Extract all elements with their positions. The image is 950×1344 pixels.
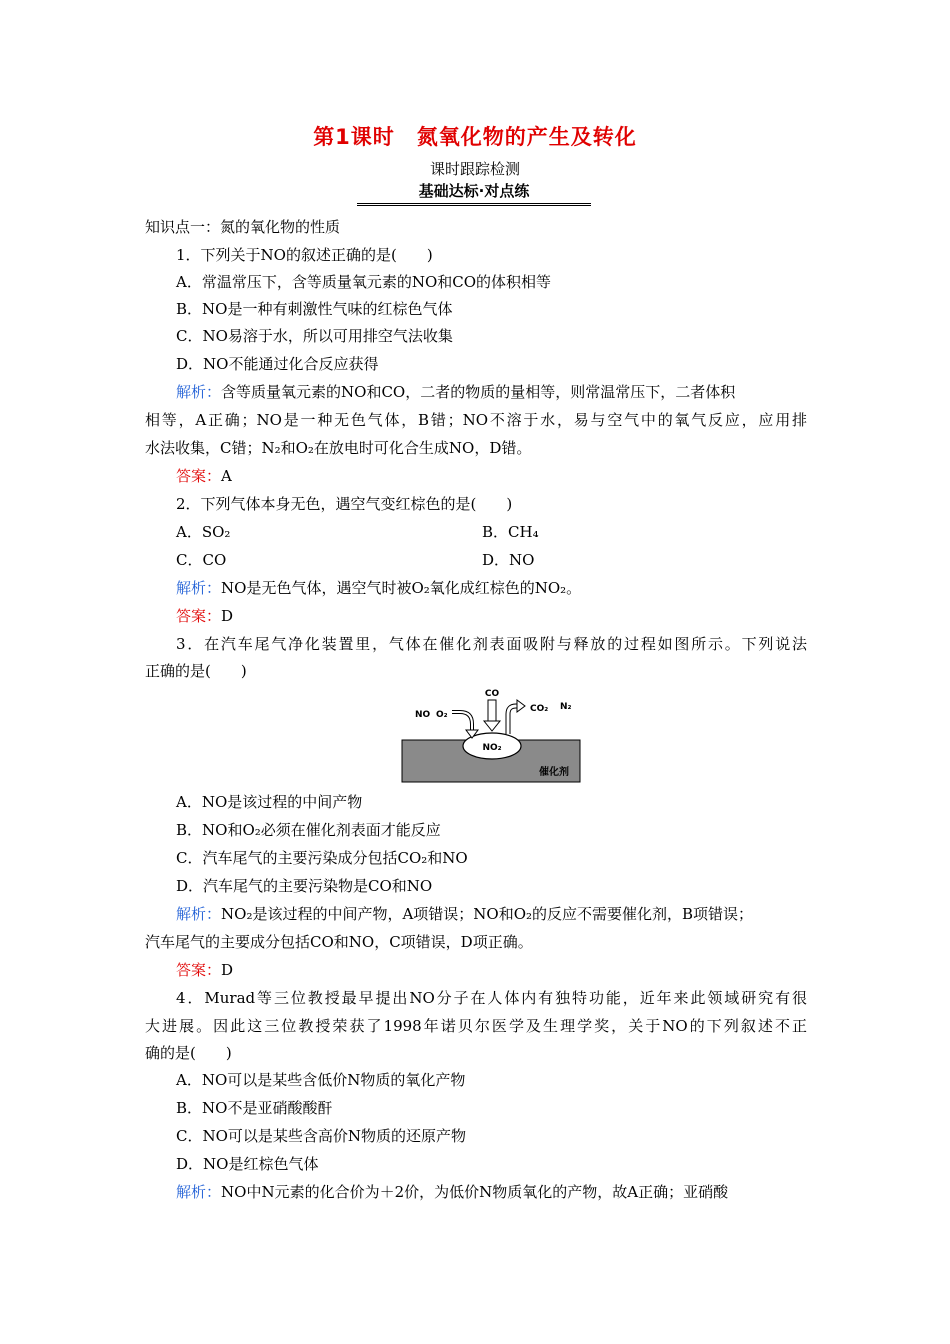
analysis-label: 解析： [176, 383, 222, 401]
answer-label: 答案： [176, 961, 222, 979]
label-o2: O₂ [436, 710, 448, 720]
arrow-co-head [484, 721, 500, 731]
q3-analysis-line-1 [176, 904, 807, 924]
q1-analysis-line-3: 水法收集，C错；N₂和O₂在放电时可化合生成NO，D错。 [145, 439, 532, 457]
q1-option-d: D．NO不能通过化合反应获得 [176, 355, 379, 373]
q2-answer [176, 606, 807, 626]
q2-option-d: D．NO [482, 551, 535, 569]
q3-analysis-line-2: 汽车尾气的主要成分包括CO和NO，C项错误，D项正确。 [145, 933, 533, 951]
knowledge-point-title: 知识点一：氮的氧化物的性质 [145, 218, 341, 236]
label-no2: NO₂ [482, 743, 502, 753]
q4-option-c: C．NO可以是某些含高价N物质的还原产物 [176, 1127, 467, 1145]
q3-answer [176, 960, 807, 980]
q3-stem-line-2: 正确的是( ) [145, 662, 247, 680]
lesson-title: 第1课时 氮氧化物的产生及转化 [313, 125, 637, 149]
analysis-label: 解析： [176, 905, 222, 923]
q3-analysis-text-1: NO₂是该过程的中间产物，A项错误；NO和O₂的反应不需要催化剂，B项错误； [221, 905, 754, 923]
q2-option-c: C．CO [176, 551, 227, 569]
analysis-label: 解析： [176, 1183, 222, 1201]
q2-answer-value: D [221, 607, 234, 625]
q4-option-a: A．NO可以是某些含低价N物质的氧化产物 [176, 1071, 466, 1089]
q2-analysis-text: NO是无色气体，遇空气时被O₂氧化成红棕色的NO₂。 [221, 579, 582, 597]
q1-analysis-line-1 [176, 382, 807, 402]
arrow-out-head [517, 700, 525, 712]
section-banner: 基础达标·对点练 [357, 181, 591, 206]
label-no: NO [415, 710, 431, 720]
analysis-label: 解析： [176, 579, 222, 597]
q4-stem-line-2: 大进展。因此这三位教授荣获了1998年诺贝尔医学及生理学奖，关于NO的下列叙述不正 [145, 1017, 807, 1035]
catalyst-diagram [400, 684, 582, 784]
q3-option-a: A．NO是该过程的中间产物 [176, 793, 363, 811]
q3-option-b: B．NO和O₂必须在催化剂表面才能反应 [176, 821, 441, 839]
q1-analysis-text-1: 含等质量氧元素的NO和CO，二者的物质的量相等，则常温常压下，二者体积 [221, 383, 736, 401]
q4-stem-line-1: 4．Murad等三位教授最早提出NO分子在人体内有独特功能，近年来此领域研究有很 [176, 989, 807, 1007]
answer-label: 答案： [176, 607, 222, 625]
q2-options-row-1 [176, 522, 807, 542]
label-co: CO [484, 689, 500, 699]
q3-answer-value: D [221, 961, 234, 979]
q1-option-c: C．NO易溶于水，所以可用排空气法收集 [176, 327, 453, 345]
q3-stem-line-1: 3．在汽车尾气净化装置里，气体在催化剂表面吸附与释放的过程如图所示。下列说法 [176, 635, 807, 653]
q2-analysis [176, 578, 807, 598]
q1-option-a: A．常温常压下，含等质量氧元素的NO和CO的体积相等 [176, 273, 552, 291]
q1-answer [176, 466, 807, 486]
label-catalyst: 催化剂 [539, 767, 569, 778]
q4-analysis-line-1 [176, 1182, 807, 1202]
q1-stem: 1．下列关于NO的叙述正确的是( ) [176, 246, 433, 264]
q4-stem-line-3: 确的是( ) [145, 1044, 232, 1062]
q2-options-row-2 [176, 550, 807, 570]
lesson-subtitle: 课时跟踪检测 [429, 160, 520, 178]
q1-answer-value: A [221, 467, 232, 485]
q1-option-b: B．NO是一种有刺激性气味的红棕色气体 [176, 300, 453, 318]
q4-analysis-text: NO中N元素的化合价为＋2价，为低价N物质氧化的产物，故A正确；亚硝酸 [221, 1183, 729, 1201]
answer-label: 答案： [176, 467, 222, 485]
q4-option-d: D．NO是红棕色气体 [176, 1155, 319, 1173]
q2-option-a: A．SO₂ [176, 523, 231, 541]
q1-analysis-line-2: 相等，A正确；NO是一种无色气体，B错；NO不溶于水，易与空气中的氧气反应，应用排 [145, 411, 807, 429]
q4-option-b: B．NO不是亚硝酸酸酐 [176, 1099, 333, 1117]
q2-option-b: B．CH₄ [482, 523, 539, 541]
label-co2: CO₂ [530, 704, 549, 714]
q3-option-d: D．汽车尾气的主要污染物是CO和NO [176, 877, 433, 895]
label-n2: N₂ [560, 702, 572, 712]
q2-stem: 2．下列气体本身无色，遇空气变红棕色的是( ) [176, 495, 513, 513]
q3-option-c: C．汽车尾气的主要污染成分包括CO₂和NO [176, 849, 468, 867]
